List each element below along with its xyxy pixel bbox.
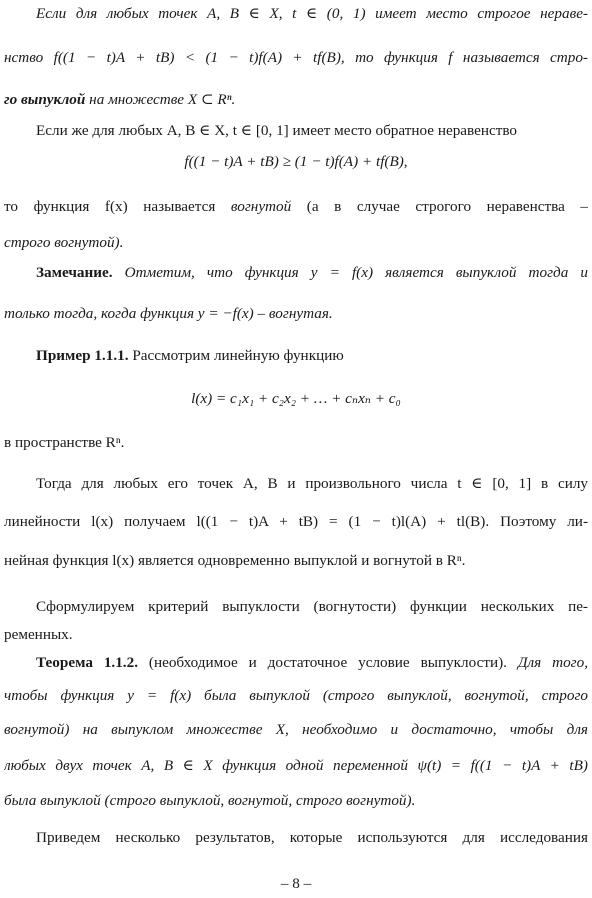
- page-number: – 8 –: [280, 875, 312, 892]
- text-line: вогнутой) на выпуклом множестве X, необходимо и достаточно, чтобы для: [4, 721, 588, 738]
- text-line: чтобы функция y = f(x) была выпуклой (строго выпуклой, вогнутой, строго: [4, 687, 588, 704]
- text-span: (необходимое и достаточное условие выпуклости).: [138, 654, 518, 671]
- text-line: нейная функция l(x) является одновременно выпуклой и вогнутой в Rⁿ.: [4, 552, 466, 569]
- example-label: Пример 1.1.1.: [36, 347, 129, 364]
- text-line: была выпуклой (строго выпуклой, вогнутой, строго вогнутой).: [4, 792, 416, 809]
- text-line: только тогда, когда функция y = −f(x) – вогнутая.: [4, 305, 333, 322]
- text-line: линейности l(x) получаем l((1 − t)A + tB) = (1 − t)l(A) + tl(B). Поэтому ли-: [4, 513, 588, 530]
- text-line: Сформулируем критерий выпуклости (вогнутости) функции нескольких пе-: [36, 598, 588, 615]
- text-line: Приведем несколько результатов, которые используются для исследования: [36, 829, 588, 846]
- text-line: в пространстве Rⁿ.: [4, 434, 125, 451]
- text-line: ременных.: [4, 626, 73, 643]
- text-line: Если для любых точек A, B ∈ X, t ∈ (0, 1) имеет место строгое нераве-: [36, 5, 588, 22]
- text-line: [4, 89, 588, 111]
- text-span: (а в случае строгого неравенства –: [291, 198, 588, 215]
- text-line: любых двух точек A, B ∈ X функция одной переменной ψ(t) = f((1 − t)A + tB): [4, 757, 588, 774]
- text-line: Тогда для любых его точек A, B и произвольного числа t ∈ [0, 1] в силу: [36, 475, 588, 492]
- text-line: нство f((1 − t)A + tB) < (1 − t)f(A) + tf(B), то функция f называется стро-: [4, 49, 588, 66]
- bold-term: го выпуклой: [4, 91, 86, 108]
- text-span: Рассмотрим линейную функцию: [128, 347, 344, 364]
- formula: l(x) = c₁x₁ + c₂x₂ + … + cₙxₙ + c₀: [191, 390, 401, 407]
- text-span: на множестве X ⊂ Rⁿ.: [85, 91, 236, 108]
- text-line: [36, 652, 588, 674]
- text-line: [36, 262, 588, 284]
- remark-label: Замечание.: [36, 264, 113, 281]
- text-line: [36, 345, 588, 367]
- theorem-label: Теорема 1.1.2.: [36, 654, 138, 671]
- italic-term: вогнутой: [230, 198, 292, 215]
- text-line: Если же для любых A, B ∈ X, t ∈ [0, 1] имеет место обратное неравенство: [36, 122, 518, 139]
- text-span: Для того,: [517, 654, 588, 671]
- text-span: Отметим, что функция y = f(x) является выпуклой тогда и: [112, 264, 588, 281]
- text-line: строго вогнутой).: [4, 234, 124, 251]
- text-span: то функция f(x) называется: [4, 198, 231, 215]
- formula: f((1 − t)A + tB) ≥ (1 − t)f(A) + tf(B),: [184, 153, 408, 170]
- text-line: [4, 196, 588, 218]
